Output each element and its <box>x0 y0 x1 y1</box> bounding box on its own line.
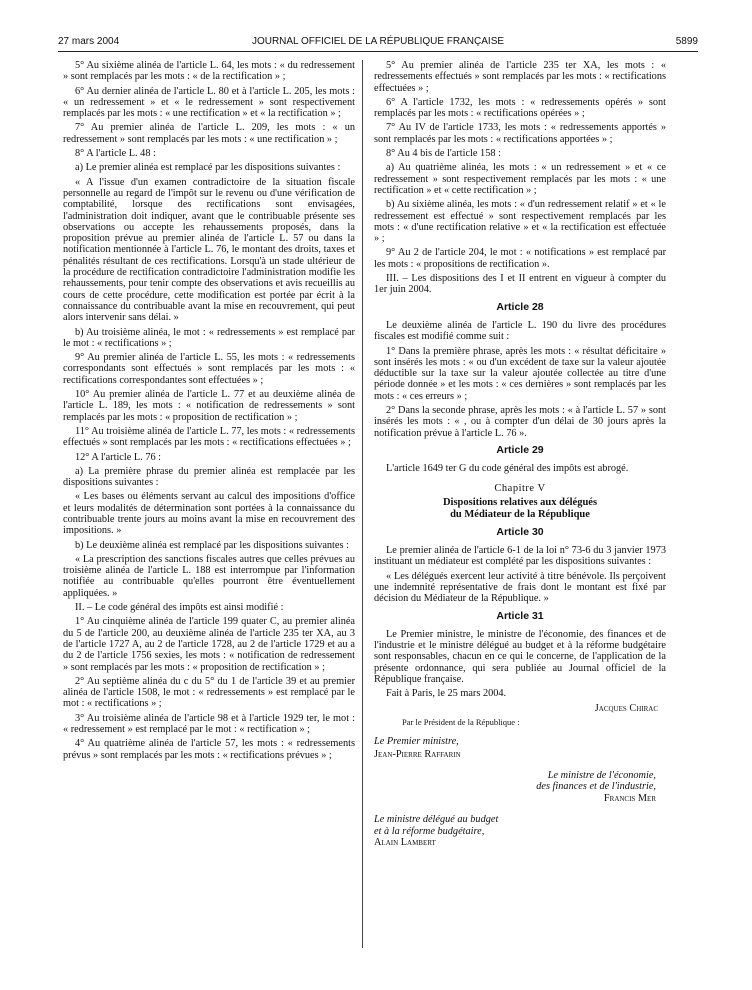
minister-economy-line-2: des finances et de l'industrie, <box>536 781 656 793</box>
minister-budget-line-2: et à la réforme budgétaire, <box>374 825 485 837</box>
paragraph: « Les délégués exercent leur activité à titre bénévole. Ils perçoivent une indemnité représentative de frais dont le montant est fixé par décision du Médiateur de la République. » <box>374 570 666 605</box>
left-column <box>63 60 355 764</box>
paragraph: III. – Les dispositions des I et II entrent en vigueur à compter du 1er juin 2004. <box>374 273 666 296</box>
paragraph: b) Au troisième alinéa, le mot : « redressements » est remplacé par le mot : « rectifications » ; <box>63 326 355 349</box>
chapter-title-line-1: Dispositions relatives aux délégués <box>442 496 598 508</box>
paragraph: b) Au sixième alinéa, les mots : « d'un redressement relatif » et « le redressement est effectué » sont respectivement remplacés par les mots : « d'une rectification relative » et « la rectification est effectuée » ; <box>374 199 666 245</box>
minister-economy-name: Francis Mer <box>603 792 656 804</box>
column-separator <box>362 60 363 948</box>
chapter-title <box>374 497 666 521</box>
president-name: Jacques Chirac <box>594 702 658 714</box>
article-28-title: Article 28 <box>496 300 544 313</box>
page-header <box>58 36 698 50</box>
article-31-title: Article 31 <box>496 609 544 622</box>
article-29-title: Article 29 <box>496 443 544 456</box>
chapter-title-line-2: du Médiateur de la République <box>450 508 590 520</box>
article-31-text: Le Premier ministre, le ministre de l'économie, des finances et de l'industrie et le ministre délégué au budget et à la réforme budgétaire sont responsables, chacun en ce qui le concerne, de l'application de la présente ordonnance, qui sera publiée au Journal officiel de la République française. <box>374 628 666 686</box>
chapter-label: Chapitre V <box>494 482 546 494</box>
par-le-president: Par le Président de la République : <box>402 716 520 727</box>
paragraph: « Les bases ou éléments servant au calcul des impositions d'office et leurs modalités de détermination sont portées à la connaissance du contribuable trente jours au moins avant la mise en recouvrement des impositions. » <box>63 491 355 537</box>
page-number: 5899 <box>675 36 698 47</box>
paragraph: 7° Au premier alinéa de l'article L. 209, les mots : « un redressement » sont remplacés par les mots : « une rectification » ; <box>63 122 355 145</box>
paragraph: 3° Au troisième alinéa de l'article 98 et à l'article 1929 ter, le mot : « redressement » est remplacé par le mot : « rectification » ; <box>63 712 355 736</box>
paragraph: 4° Au quatrième alinéa de l'article 57, les mots : « redressements prévus » sont remplacés par les mots : « rectifications prévues » ; <box>63 738 355 761</box>
paragraph: b) Le deuxième alinéa est remplacé par les dispositions suivantes : <box>75 539 349 551</box>
paragraph: 8° Au 4 bis de l'article 158 : <box>386 148 501 160</box>
article-29-text: L'article 1649 ter G du code général des impôts est abrogé. <box>386 463 629 475</box>
paragraph: « La prescription des sanctions fiscales autres que celles prévues au troisième alinéa de l'article L. 188 est interrompue par l'information notifiée au contribuable qu'elles pourront être éventuellement appliquées. » <box>63 553 355 599</box>
paragraph: 10° Au premier alinéa de l'article L. 77 et au deuxième alinéa de l'article L. 189, les mots : « notification de redressements » sont remplacés par les mots : « proposition de rectification » ; <box>63 389 355 423</box>
minister-economy-line-1: Le ministre de l'économie, <box>547 769 656 781</box>
minister-budget-name: Alain Lambert <box>374 837 436 849</box>
minister-budget-signature <box>374 814 666 849</box>
paragraph: a) La première phrase du premier alinéa est remplacée par les dispositions suivantes : <box>63 465 355 489</box>
paragraph: 1° Au cinquième alinéa de l'article 199 quater C, au premier alinéa du 5 de l'article 200, au deuxième alinéa de l'article 235 ter XA, au 3 de l'article 1727 A, au 2 de l'article 1728, au 2 de l'article 1729 et au a du 2 de l'article 1756 sexies, les mots : « notification de redressement » sont remplacés par les mots : « proposition de rectification » ; <box>63 616 355 673</box>
minister-economy-signature <box>374 770 656 805</box>
paragraph: 9° Au premier alinéa de l'article L. 55, les mots : « redressements correspondants sont effectués » sont remplacés par les mots : « rectifications correspondantes sont effectuées » ; <box>63 352 355 386</box>
minister-budget-line-1: Le ministre délégué au budget <box>374 814 499 826</box>
right-column <box>374 60 666 849</box>
article-28-body <box>374 320 666 439</box>
article-30-title: Article 30 <box>496 525 544 538</box>
paragraph: 6° Au dernier alinéa de l'article L. 80 et à l'article L. 205, les mots : « un redressement » et « le redressement » sont respectivement remplacés par les mots : « une rectification » et « la rectification » ; <box>63 85 355 120</box>
paragraph: 1° Dans la première phrase, après les mots : « résultat déficitaire » sont insérés les mots : « ou d'un excédent de taxe sur la valeur ajoutée déductible sur la taxe sur la valeur ajoutée collectée au titre d'une période donnée » et les mots : « ces dernières » sont remplacés par les mots : « ces erreurs » ; <box>374 345 666 402</box>
paragraph: 6° A l'article 1732, les mots : « redressements opérés » sont remplacés par les mots : « rectifications opérées » ; <box>374 96 666 120</box>
paragraph: 5° Au premier alinéa de l'article 235 ter XA, les mots : « redressements effectués » sont remplacés par les mots : « rectifications effectuées » ; <box>374 60 666 94</box>
header-rule <box>58 51 698 52</box>
paragraph: Le premier alinéa de l'article 6-1 de la loi n° 73-6 du 3 janvier 1973 instituant un médiateur est complété par les dispositions suivantes : <box>374 545 666 568</box>
pm-name: Jean-Pierre Raffarin <box>374 748 461 760</box>
paragraph: 8° A l'article L. 48 : <box>75 148 156 160</box>
paragraph: 9° Au 2 de l'article 204, le mot : « notifications » est remplacé par les mots : « propositions de rectification ». <box>374 247 666 270</box>
pm-title: Le Premier ministre, <box>374 736 459 748</box>
article-27-continued <box>374 60 666 296</box>
paragraph: a) Au quatrième alinéa, les mots : « un redressement » et « ce redressement » sont respectivement remplacés par les mots : « une rectification » et « cette rectification » ; <box>374 162 666 196</box>
paragraph: 5° Au sixième alinéa de l'article L. 64, les mots : « du redressement » sont remplacés par les mots : « de la rectification » ; <box>63 60 355 83</box>
paragraph: Le deuxième alinéa de l'article L. 190 du livre des procédures fiscales est modifié comme suit : <box>374 319 666 343</box>
paragraph: 2° Dans la seconde phrase, après les mots : « à l'article L. 57 » sont insérés les mots : « , ou à compter d'un délai de 30 jours après la notification prévue à l'article L. 76 ». <box>374 405 666 439</box>
paragraph: 11° Au troisième alinéa de l'article L. 77, les mots : « redressements effectués » sont remplacés par les mots : « rectifications effectuées » ; <box>63 425 355 449</box>
paragraph: II. – Le code général des impôts est ainsi modifié : <box>75 602 284 614</box>
journal-title: JOURNAL OFFICIEL DE LA RÉPUBLIQUE FRANÇAISE <box>251 36 505 47</box>
paragraph: « A l'issue d'un examen contradictoire de la situation fiscale personnelle au regard de l'impôt sur le revenu ou d'une vérification de comptabilité, lorsque des rectifications sont envisagées, l'administration doit indiquer, avant que le contribuable présente ses observations ou accepte les rehaussements proposés, dans la proposition prévue au premier alinéa de l'article L. 57 ou dans la notification mentionnée à l'article L. 76, le montant des droits, taxes et pénalités résultant de ces rectifications. Lorsqu'à un stade ultérieur de la procédure de rectification contradictoire l'administration modifie les rehaussements, pour tenir compte des observations et avis recueillis au cours de cette procédure, cette modification est portée par écrit à la connaissance du contribuable avant la mise en recouvrement, qui peut alors intervenir sans délai. » <box>63 176 355 324</box>
article-30-body <box>374 545 666 604</box>
paragraph: 2° Au septième alinéa du c du 5° du 1 de l'article 39 et au premier alinéa de l'article 1508, le mot : « redressements » est remplacé par le mot : « rectifications » ; <box>63 675 355 710</box>
header-date: 27 mars 2004 <box>58 36 120 47</box>
paragraph: 7° Au IV de l'article 1733, les mots : « redressements apportés » sont remplacés par les mots : « rectifications apportées » ; <box>374 122 666 145</box>
paragraph: a) Le premier alinéa est remplacé par les dispositions suivantes : <box>75 162 341 174</box>
paragraph: 12° A l'article L. 76 : <box>75 451 162 463</box>
done-at: Fait à Paris, le 25 mars 2004. <box>386 688 507 700</box>
